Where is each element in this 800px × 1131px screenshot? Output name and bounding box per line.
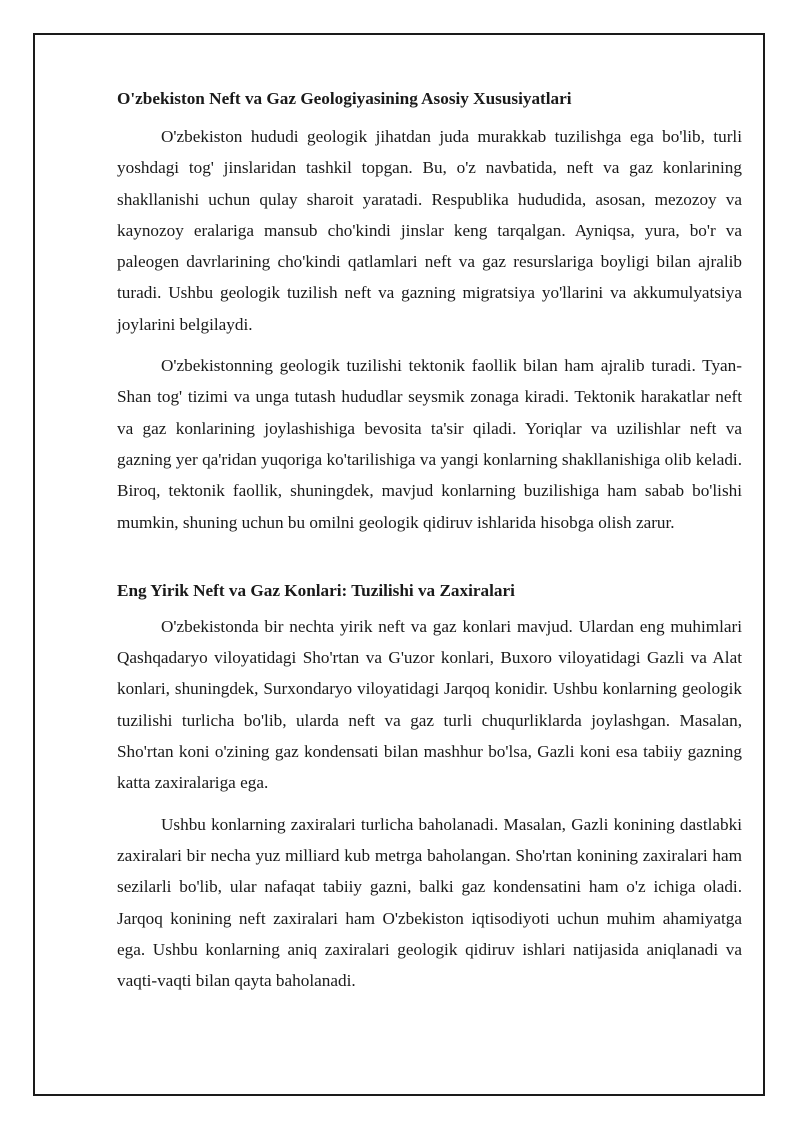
paragraph: O'zbekiston hududi geologik jihatdan juda murakkab tuzilishga ega bo'lib, turli yoshdagi tog' jinslaridan tashkil topgan. Bu, o'z navbatida, neft va gaz konlarining shakllanishi uchun qulay sharoit yaratadi. Respublika hududida, asosan, mezozoy va kaynozoy eralariga mansub cho'kindi jinslar keng tarqalgan. Ayniqsa, yura, bo'r va paleogen davrlarining cho'kindi qatlamlari neft va gaz resurslariga boyligi bilan ajralib turadi. Ushbu geologik tuzilish neft va gazning migratsiya yo'llarini va akkumulyatsiya joylarini belgilaydi. (117, 127, 742, 334)
paragraph: Ushbu konlarning zaxiralari turlicha baholanadi. Masalan, Gazli konining dastlabki zaxiralari bir necha yuz milliard kub metrga baholangan. Sho'rtan konining zaxiralari ham sezilarli bo'lib, ular nafaqat tabiiy gazni, balki gaz kondensatini ham o'z ichiga oladi. Jarqoq konining neft zaxiralari ham O'zbekiston iqtisodiyoti uchun muhim ahamiyatga ega. Ushbu konlarning aniq zaxiralari geologik qidiruv ishlari natijasida aniqlanadi va vaqti-vaqti bilan qayta baholanadi. (117, 814, 742, 991)
paragraph: O'zbekistonda bir nechta yirik neft va gaz konlari mavjud. Ulardan eng muhimlari Qashqadaryo viloyatidagi Sho'rtan va G'uzor konlari, Buxoro viloyatidagi Gazli va Alat konlari, shuningdek, Surxondaryo viloyatidagi Jarqoq konidir. Ushbu konlarning geologik tuzilishi turlicha bo'lib, ularda neft va gaz turli chuqurliklarda joylashgan. Masalan, Sho'rtan koni o'zining gaz kondensati bilan mashhur bo'lsa, Gazli koni esa tabiiy gazning katta zaxiralariga ega. (117, 616, 742, 793)
section-heading: O'zbekiston Neft va Gaz Geologiyasining Asosiy Xususiyatlari (117, 89, 572, 108)
paragraph: O'zbekistonning geologik tuzilishi tektonik faollik bilan ham ajralib turadi. Tyan-Shan tog' tizimi va unga tutash hududlar seysmik zonaga kiradi. Tektonik harakatlar neft va gaz konlarining joylashishiga bevosita ta'sir qiladi. Yoriqlar va uzilishlar neft va gazning yer qa'ridan yuqoriga ko'tarilishiga va yangi konlarning shakllanishiga olib keladi. Biroq, tektonik faollik, shuningdek, mavjud konlarning buzilishiga ham sabab bo'lishi mumkin, shuning uchun bu omilni geologik qidiruv ishlarida hisobga olish zarur. (117, 356, 742, 532)
section-heading: Eng Yirik Neft va Gaz Konlari: Tuzilishi va Zaxiralari (117, 580, 515, 600)
document-body (117, 86, 742, 1006)
